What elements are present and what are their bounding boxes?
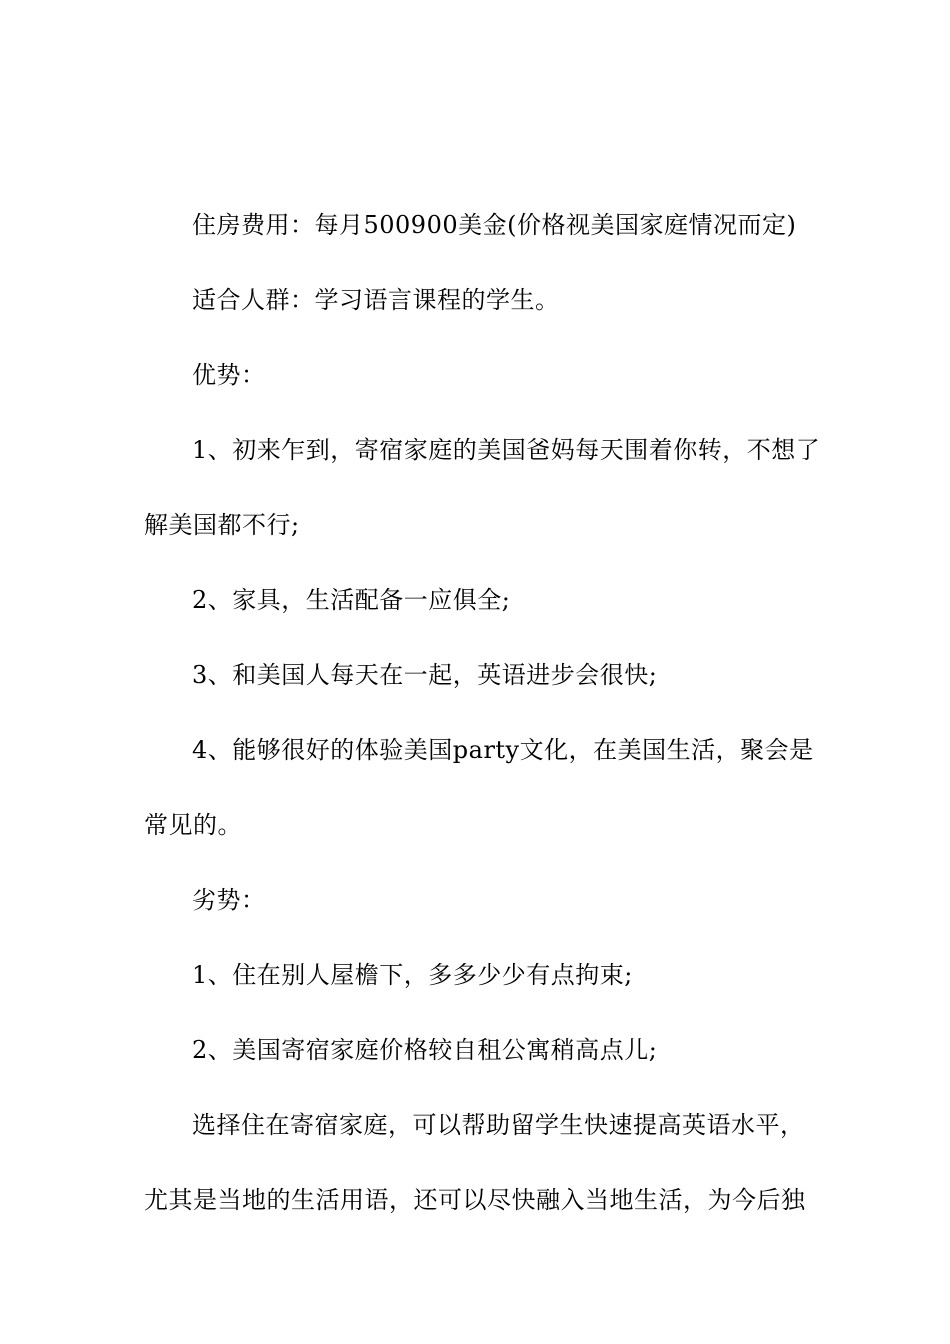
advantage-4-line-a: 4、能够很好的体验美国party文化，在美国生活，聚会是: [192, 736, 814, 764]
advantage-1-line-b: 解美国都不行;: [144, 511, 300, 539]
advantage-2-line: 2、家具，生活配备一应俱全;: [192, 586, 511, 614]
conclusion-line-b: 尤其是当地的生活用语，还可以尽快融入当地生活，为今后独: [144, 1186, 806, 1214]
disadvantages-heading: 劣势：: [192, 886, 266, 914]
target-group-line: 适合人群：学习语言课程的学生。: [192, 286, 560, 314]
advantage-3-line: 3、和美国人每天在一起，英语进步会很快;: [192, 661, 658, 689]
advantages-heading: 优势：: [192, 361, 266, 389]
disadvantage-1-line: 1、住在别人屋檐下，多多少少有点拘束;: [192, 961, 633, 989]
advantage-4-line-b: 常见的。: [144, 811, 242, 839]
advantage-1-line-a: 1、初来乍到，寄宿家庭的美国爸妈每天围着你转，不想了: [192, 436, 821, 464]
housing-cost-line: 住房费用：每月500900美金(价格视美国家庭情况而定): [192, 211, 797, 239]
disadvantage-2-line: 2、美国寄宿家庭价格较自租公寓稍高点儿;: [192, 1036, 658, 1064]
conclusion-line-a: 选择住在寄宿家庭，可以帮助留学生快速提高英语水平，: [192, 1111, 805, 1139]
